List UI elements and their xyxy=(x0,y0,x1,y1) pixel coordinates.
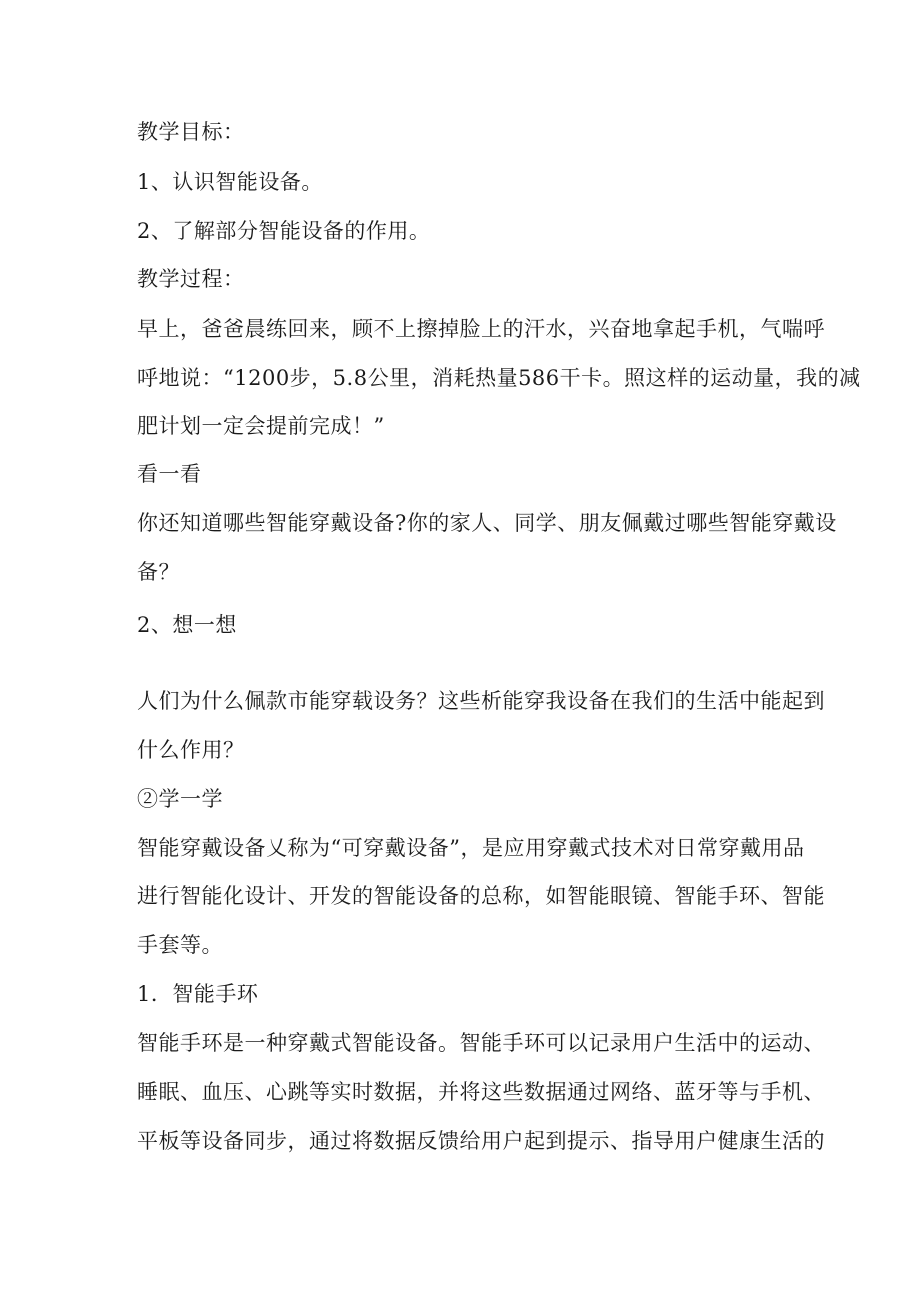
band-paragraph-line-3: 平板等设备同步，通过将数据反馈给用户起到提示、指导用户健康生活的 xyxy=(137,1129,825,1153)
section-look: 看一看 xyxy=(137,462,202,486)
think-paragraph-line-2: 什么作用？ xyxy=(137,738,245,762)
story-paragraph-line-1: 早上，爸爸晨练回来，顾不上擦掉脸上的汗水，兴奋地拿起手机，气喘呼 xyxy=(137,317,825,341)
definition-paragraph-line-1: 智能穿戴设备乂称为“可穿戴设备”，是应用穿戴式技术对日常穿戴用品 xyxy=(137,836,805,860)
story-paragraph-line-3: 肥计划一定会提前完成！” xyxy=(137,414,385,438)
section-think: 2、想一想 xyxy=(137,613,237,637)
question-paragraph-line-1: 你还知道哪些智能穿戴设备?你的家人、同学、朋友佩戴过哪些智能穿戴设 xyxy=(137,511,837,535)
heading-teaching-goals: 教学目标： xyxy=(137,120,245,144)
heading-teaching-process: 教学过程： xyxy=(137,267,245,291)
definition-paragraph-line-2: 进行智能化设计、开发的智能设备的总称，如智能眼镜、智能手环、智能 xyxy=(137,884,825,908)
subheading-smart-band: 1．智能手环 xyxy=(137,982,259,1006)
band-paragraph-line-2: 睡眠、血压、心跳等实时数据，并将这些数据通过网络、蓝牙等与手机、 xyxy=(137,1080,825,1104)
question-paragraph-line-2: 备？ xyxy=(137,560,180,584)
definition-paragraph-line-3: 手套等。 xyxy=(137,933,223,957)
think-paragraph-line-1: 人们为什么佩款市能穿载设务？这些析能穿我设备在我们的生活中能起到 xyxy=(137,689,825,713)
section-learn: ②学一学 xyxy=(137,787,223,811)
goal-item-1: 1、认识智能设备。 xyxy=(137,170,323,194)
story-paragraph-line-2: 呼地说：“1200步，5.8公里，消耗热量586干卡。照这样的运动量，我的减 xyxy=(137,366,861,390)
band-paragraph-line-1: 智能手环是一种穿戴式智能设备。智能手环可以记录用户生活中的运动、 xyxy=(137,1031,825,1055)
goal-item-2: 2、了解部分智能设备的作用。 xyxy=(137,219,431,243)
